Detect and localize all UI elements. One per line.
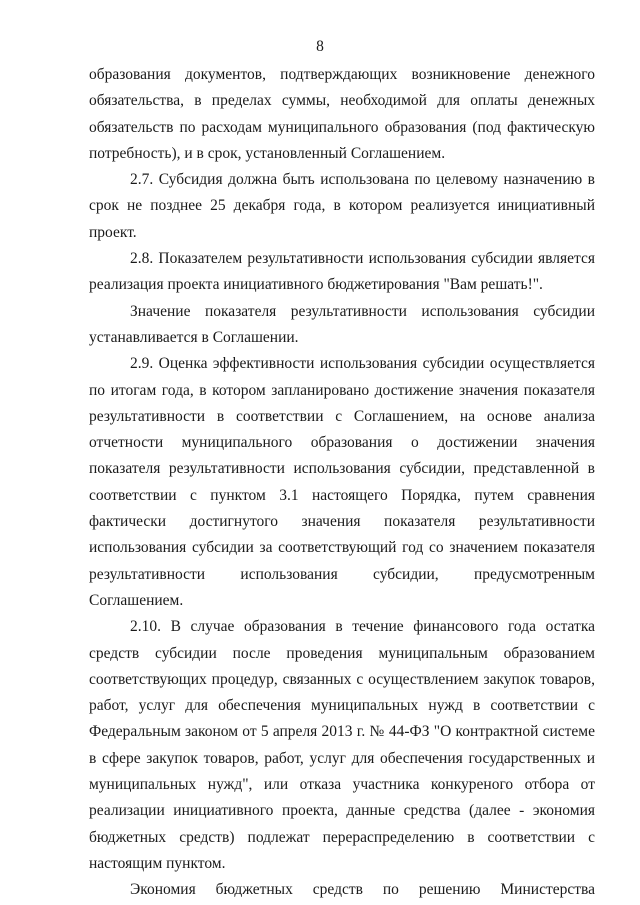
paragraph-budget-savings: Экономия бюджетных средств по решению Министерства xyxy=(130,881,595,899)
page-number: 8 xyxy=(316,38,324,55)
paragraph-continuation: образования документов, подтверждающих возникновение денежного обязательства, в пределах суммы, необходимой для оплаты денежных обязательств по расходам муниципального образования (под фактическую потребность), и в срок, установленный Соглашением. xyxy=(89,66,595,162)
document-body xyxy=(89,62,595,904)
paragraph-2-10: 2.10. В случае образования в течение финансового года остатка средств субсидии после проведения муниципальным образованием соответствующих процедур, связанных с осуществлением закупок товаров, работ, услуг для обеспечения муниципальных нужд в соответствии с Федеральным законом от 5 апреля 2013 г. № 44-ФЗ "О контрактной системе в сфере закупок товаров, работ, услуг для обеспечения государственных и муниципальных нужд", или отказа участника конкуреного отбора от реализации инициативного проекта, данные средства (далее - экономия бюджетных средств) подлежат перераспределению в соответствии с настоящим пунктом. xyxy=(89,618,595,872)
paragraph-indicator-value: Значение показателя результативности использования субсидии устанавливается в Соглашении. xyxy=(89,302,595,346)
paragraph-2-7: 2.7. Субсидия должна быть использована по целевому назначению в срок не позднее 25 декабря года, в котором реализуется инициативный проект. xyxy=(89,171,595,241)
paragraph-2-8: 2.8. Показателем результативности использования субсидии является реализация проекта инициативного бюджетирования "Вам решать!". xyxy=(89,250,595,294)
paragraph-2-9: 2.9. Оценка эффективности использования субсидии осуществляется по итогам года, в котором запланировано достижение значения показателя результативности в соответствии с Соглашением, на основе анализа отчетности муниципального образования о достижении значения показателя результативности использования субсидии, представленной в соответствии с пунктом 3.1 настоящего Порядка, путем сравнения фактически достигнутого значения показателя результативности использования субсидии за соответствующий год со значением показателя результативности использования субсидии, предусмотренным Соглашением. xyxy=(89,355,595,609)
